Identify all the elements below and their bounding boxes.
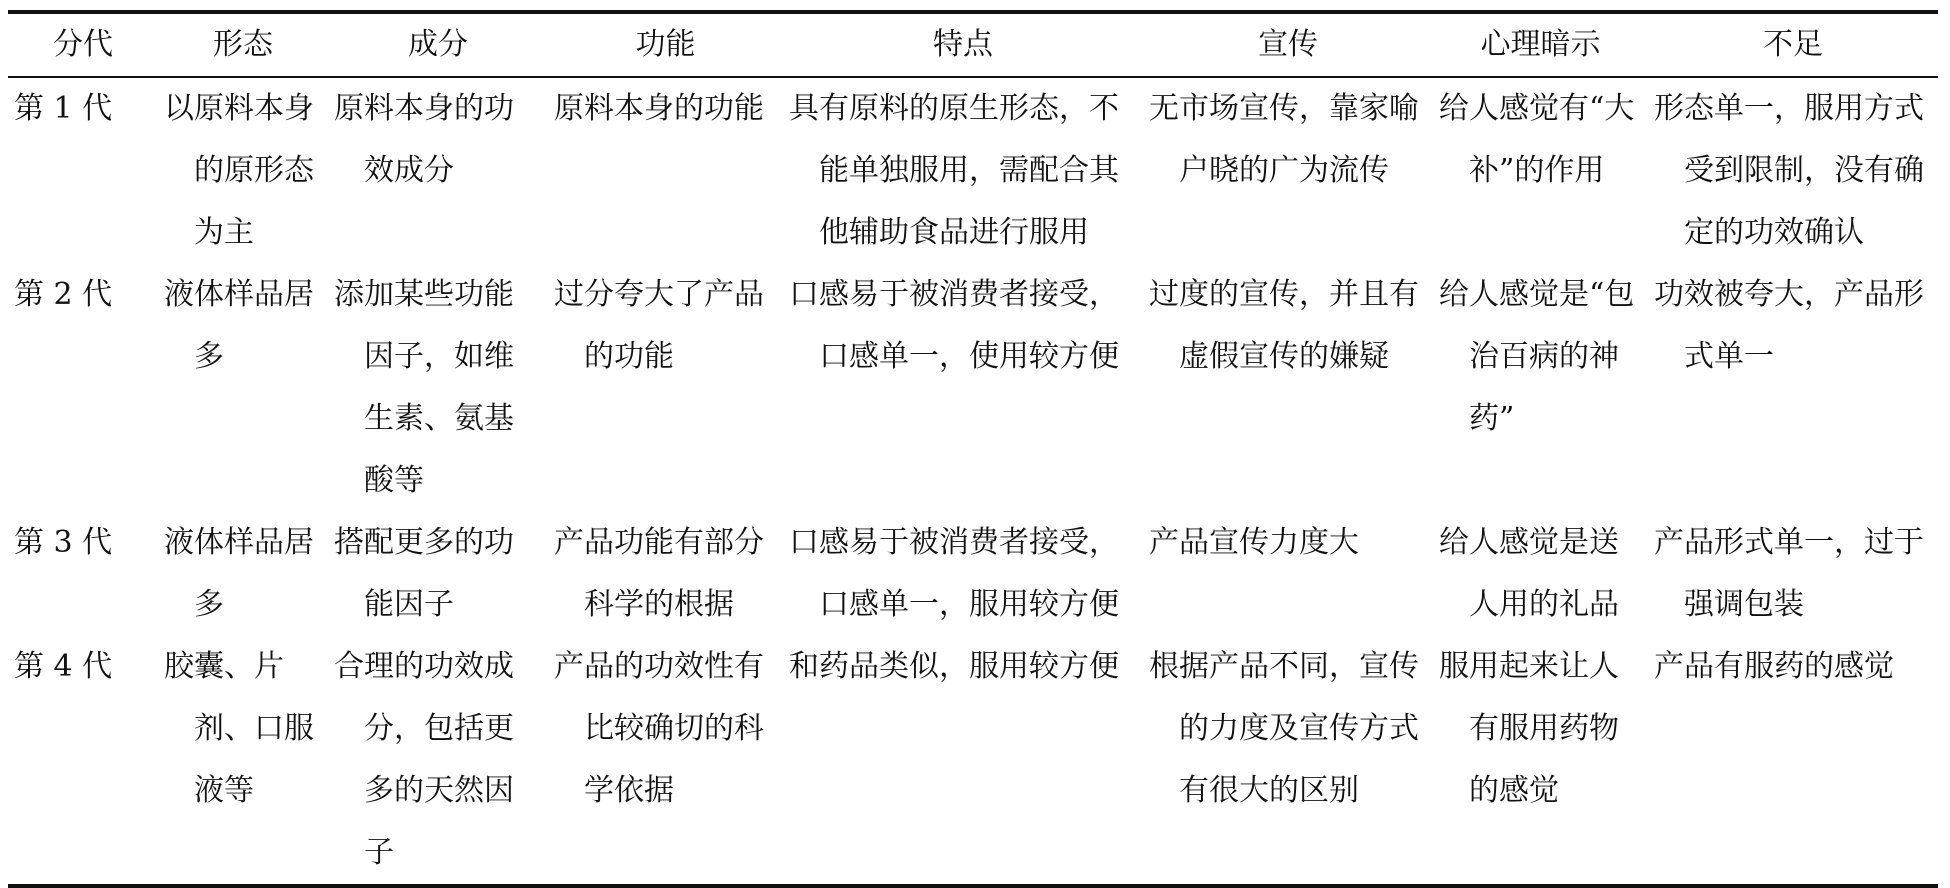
table-cell bbox=[8, 77, 158, 264]
table-cell bbox=[8, 264, 158, 512]
table-cell bbox=[328, 636, 548, 886]
table-cell bbox=[1648, 512, 1938, 636]
table-cell bbox=[1433, 636, 1648, 886]
cell-text: 给人感觉是“包治百病的神药” bbox=[1439, 277, 1635, 436]
table-cell bbox=[548, 77, 783, 264]
table-cell bbox=[8, 636, 158, 886]
table-cell bbox=[1433, 264, 1648, 512]
cell-text: 以原料本身的原形态为主 bbox=[164, 91, 314, 250]
cell-text: 具有原料的原生形态，不能单独服用，需配合其他辅助食品进行服用 bbox=[789, 91, 1119, 250]
cell-text: 给人感觉有“大补”的作用 bbox=[1439, 91, 1635, 188]
table-cell bbox=[328, 264, 548, 512]
cell-text: 过分夸大了产品的功能 bbox=[554, 277, 764, 374]
cell-text: 第 2 代 bbox=[14, 277, 113, 312]
cell-text: 根据产品不同，宣传的力度及宣传方式有很大的区别 bbox=[1149, 649, 1419, 808]
table-cell bbox=[1648, 77, 1938, 264]
generation-comparison-table bbox=[8, 10, 1938, 888]
cell-text: 第 3 代 bbox=[14, 525, 113, 560]
table-cell bbox=[1433, 77, 1648, 264]
cell-text: 形态单一，服用方式受到限制，没有确定的功效确认 bbox=[1654, 91, 1924, 250]
cell-text: 原料本身的功能 bbox=[554, 91, 764, 126]
header-psychological-hint: 心理暗示 bbox=[1480, 27, 1601, 62]
cell-text: 合理的功效成分，包括更多的天然因子 bbox=[334, 649, 514, 870]
cell-text: 过度的宣传，并且有虚假宣传的嫌疑 bbox=[1149, 277, 1419, 374]
table-cell bbox=[548, 512, 783, 636]
table-cell bbox=[1143, 512, 1433, 636]
header-promotion: 宣传 bbox=[1258, 27, 1318, 62]
table-cell bbox=[1648, 636, 1938, 886]
table-cell bbox=[158, 77, 328, 264]
table-cell bbox=[1143, 264, 1433, 512]
table-cell bbox=[548, 636, 783, 886]
cell-text: 产品功能有部分科学的根据 bbox=[554, 525, 764, 622]
table-cell bbox=[1648, 264, 1938, 512]
cell-text: 添加某些功能因子，如维生素、氨基酸等 bbox=[334, 277, 514, 498]
table-row bbox=[8, 77, 1938, 264]
cell-text: 第 4 代 bbox=[14, 649, 113, 684]
table-cell bbox=[328, 512, 548, 636]
table-cell bbox=[8, 512, 158, 636]
table-row bbox=[8, 636, 1938, 886]
cell-text: 产品的功效性有比较确切的科学依据 bbox=[554, 649, 764, 808]
cell-text: 口感易于被消费者接受，口感单一，服用较方便 bbox=[789, 525, 1119, 622]
table-row bbox=[8, 512, 1938, 636]
table-cell bbox=[783, 636, 1143, 886]
cell-text: 胶囊、片剂、口服液等 bbox=[164, 649, 314, 808]
header-ingredients: 成分 bbox=[408, 27, 468, 62]
table-cell bbox=[328, 77, 548, 264]
header-form: 形态 bbox=[213, 27, 273, 62]
table-cell bbox=[783, 264, 1143, 512]
table-cell bbox=[783, 512, 1143, 636]
cell-text: 原料本身的功效成分 bbox=[334, 91, 514, 188]
header-features: 特点 bbox=[933, 27, 993, 62]
cell-text: 无市场宣传，靠家喻户晓的广为流传 bbox=[1149, 91, 1419, 188]
cell-text: 产品宣传力度大 bbox=[1149, 525, 1359, 560]
cell-text: 产品有服药的感觉 bbox=[1654, 649, 1894, 684]
header-generation: 分代 bbox=[53, 27, 113, 62]
table-row bbox=[8, 264, 1938, 512]
cell-text: 液体样品居多 bbox=[164, 525, 314, 622]
table-cell bbox=[548, 264, 783, 512]
cell-text: 功效被夸大，产品形式单一 bbox=[1654, 277, 1924, 374]
table-cell bbox=[1143, 636, 1433, 886]
cell-text: 口感易于被消费者接受，口感单一，使用较方便 bbox=[789, 277, 1119, 374]
cell-text: 产品形式单一，过于强调包装 bbox=[1654, 525, 1924, 622]
table-cell bbox=[158, 512, 328, 636]
table-cell bbox=[783, 77, 1143, 264]
table-cell bbox=[1143, 77, 1433, 264]
table-cell bbox=[158, 264, 328, 512]
header-shortcomings: 不足 bbox=[1763, 27, 1823, 62]
cell-text: 服用起来让人有服用药物的感觉 bbox=[1439, 649, 1619, 808]
header-function: 功能 bbox=[635, 27, 696, 62]
cell-text: 液体样品居多 bbox=[164, 277, 314, 374]
header-row bbox=[8, 12, 1938, 77]
table-cell bbox=[158, 636, 328, 886]
cell-text: 和药品类似，服用较方便 bbox=[789, 649, 1119, 684]
cell-text: 搭配更多的功能因子 bbox=[334, 525, 514, 622]
cell-text: 第 1 代 bbox=[14, 91, 113, 126]
table-cell bbox=[1433, 512, 1648, 636]
cell-text: 给人感觉是送人用的礼品 bbox=[1439, 525, 1619, 622]
